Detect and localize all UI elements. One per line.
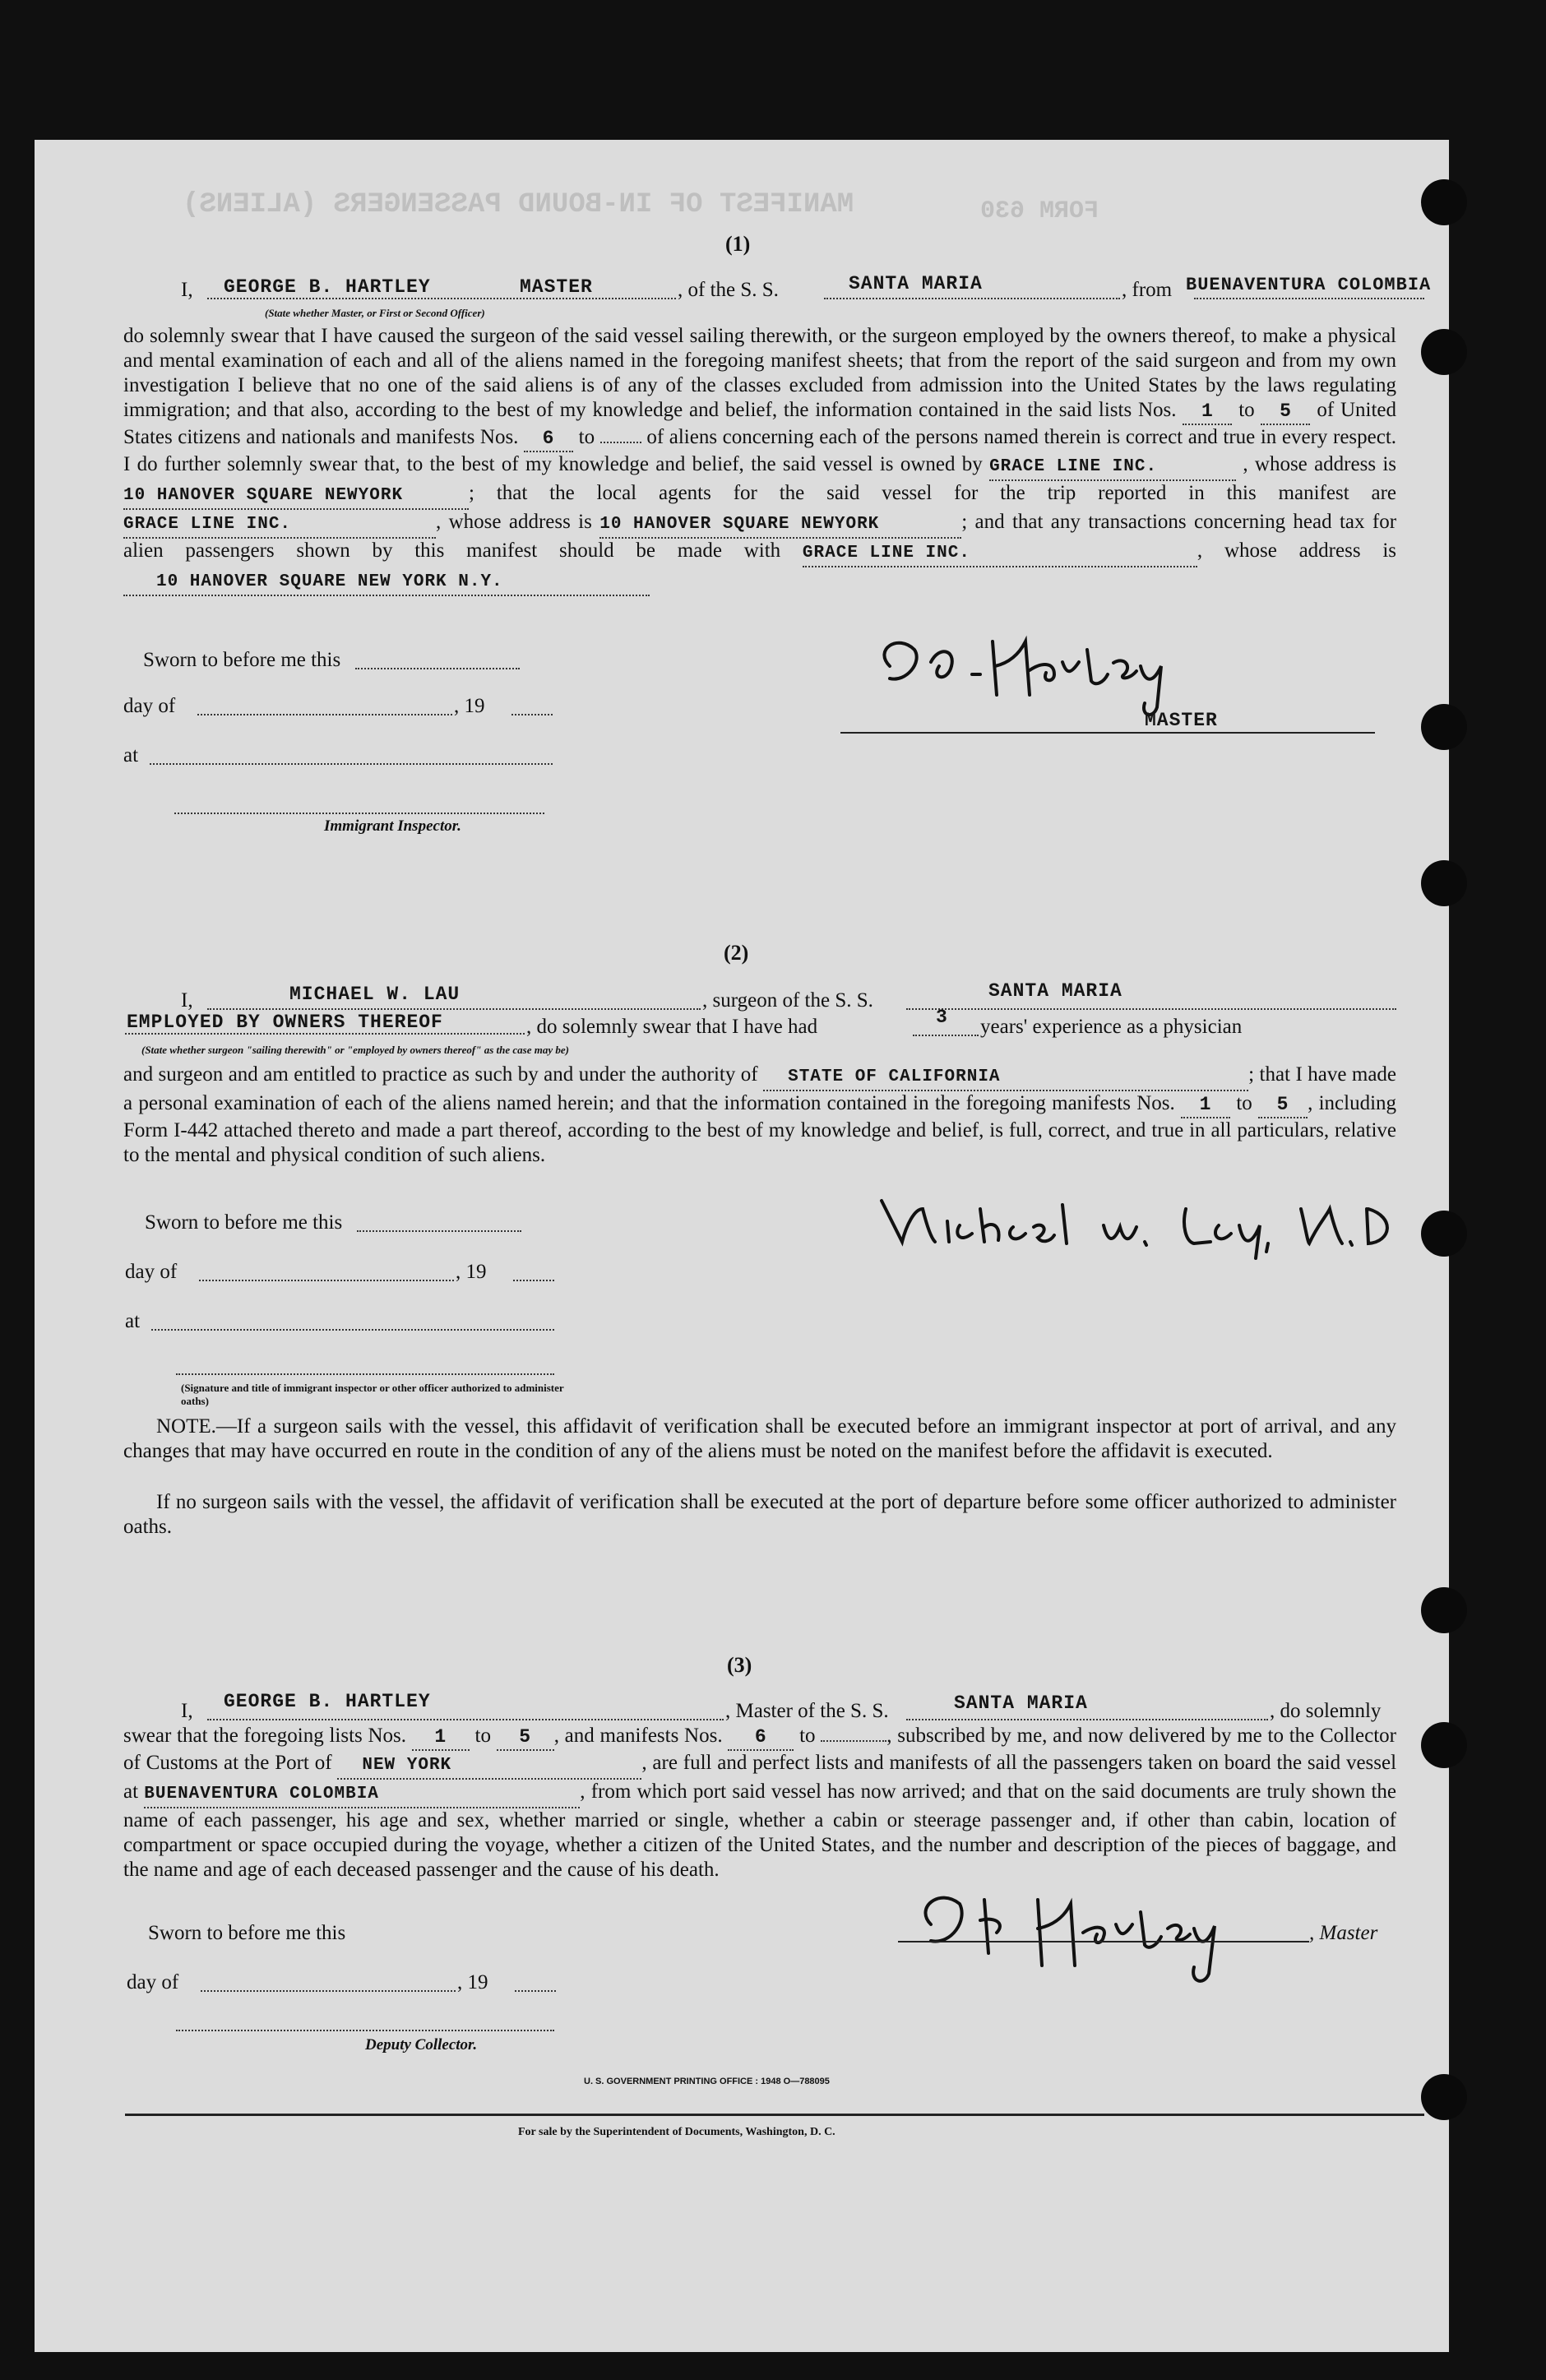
sworn-line-2 — [357, 1230, 521, 1232]
port-field: NEW YORK — [337, 1753, 641, 1780]
master-name-line-3 — [207, 1719, 724, 1720]
owner-address-field: 10 HANOVER SQUARE NEWYORK — [123, 484, 469, 510]
year-line-2 — [513, 1280, 554, 1281]
sale-notice: For sale by the Superintendent of Documents, Washington, D. C. — [518, 2126, 835, 2138]
section-2-para-c: , including Form I-442 attached thereto and made a part thereof, according to the best of my knowledge and belief, is full, correct, and true in all particulars, relative to the mental and physical condition of such aliens. — [123, 1092, 1397, 1166]
from-port-field: BUENAVENTURA COLOMBIA — [1186, 275, 1432, 295]
sworn-label-1: Sworn to before me this — [143, 649, 341, 671]
sworn-label-3: Sworn to before me this — [148, 1922, 346, 1944]
bleed-through-text: FORM 630 — [980, 197, 1099, 225]
note-1: NOTE.—If a surgeon sails with the vessel, this affidavit of verification shall be executed before an immigrant inspector at port of arrival, and any changes that may have occurred en route in the condition of any of the aliens must be noted on the manifest before the affidavit is executed. — [123, 1415, 1396, 1462]
master-name-line — [207, 298, 676, 299]
master-signature-line-1 — [840, 732, 1375, 734]
manifests-to-field-2: 5 — [1258, 1092, 1308, 1118]
binder-hole — [1421, 1722, 1467, 1768]
departure-field: BUENAVENTURA COLOMBIA — [144, 1782, 580, 1808]
officer-caption: (Signature and title of immigrant inspector or other officer authorized to administer oaths) — [181, 1382, 564, 1407]
section-3-para-a: swear that the foregoing lists Nos. — [123, 1725, 407, 1747]
manifests-from-field-3: 6 — [728, 1725, 794, 1751]
section-1-body: do solemnly swear that I have caused the surgeon of the said vessel sailing therewith, or the surgeon employed by the owners thereof, to make a physical and mental examination of each and all of the aliens named in the foregoing manifest sheets; that from the report of the said surgeon and from my own investigation I believe that no one of the said aliens is of any of the classes excluded from admission into the United States by the laws regulating immigration; and that also, according to the best of my knowledge and belief, the information contained in the said lists Nos. 1 to 5 of United States citizens and nationals and manifests Nos. 6 to of aliens concerning each of the persons named therein is correct and true in every respect. I do further solemnly swear that, to the best of my knowledge and belief, the said vessel is owned by GRACE LINE INC. , whose address is 10 HANOVER SQUARE NEWYORK ; that the local agents for the said vessel for the trip reported in this manifest are GRACE LINE INC. , whose address is 10 HANOVER SQUARE NEWYORK ; and that any transactions concerning head tax for alien passengers shown by this manifest should be made with GRACE LINE INC. , whose address is 10 HANOVER SQUARE NEW YORK N.Y. — [123, 324, 1396, 596]
section-1-para-e: ; and that any transactions concerning head tax for alien passengers shown by this manifest should be made with — [123, 511, 1397, 562]
vessel-line-3 — [906, 1719, 1268, 1720]
at-line-2 — [151, 1329, 554, 1331]
vessel-line — [824, 298, 1120, 299]
manifest-affidavit-sheet — [35, 140, 1449, 2352]
to-label-2: to — [1236, 1092, 1252, 1114]
master-signature-1 — [857, 617, 1202, 715]
binder-hole — [1421, 1587, 1467, 1633]
to-label-3: to — [474, 1725, 491, 1747]
master-title-under-signature: MASTER — [1145, 710, 1218, 731]
whose-address-label-2: whose address is — [448, 511, 592, 533]
binder-hole — [1421, 179, 1467, 225]
years-field: 3 — [936, 1007, 948, 1028]
agents-field: GRACE LINE INC. — [123, 512, 436, 539]
subscribed-label: , subscribed by me, and now — [886, 1725, 1124, 1747]
are-full-label: , are full and perfect lists and — [641, 1752, 884, 1774]
do-solemnly-label: , do solemnly — [1270, 1700, 1382, 1722]
note-2: If no surgeon sails with the vessel, the affidavit of verification shall be executed at the port of departure before some officer authorized to administer oaths. — [123, 1491, 1396, 1538]
vessel-field: SANTA MARIA — [849, 273, 983, 294]
day-of-line-3 — [201, 1990, 456, 1992]
year-label-3: , 19 — [457, 1971, 488, 1993]
deputy-caption: Deputy Collector. — [365, 2036, 478, 2054]
agents-address-field: 10 HANOVER SQUARE NEWYORK — [599, 512, 961, 539]
manifests-to-line-3 — [821, 1740, 886, 1742]
from-port-line — [1194, 298, 1424, 299]
surgeon-signature — [857, 1176, 1416, 1266]
sworn-line-1 — [355, 668, 520, 669]
deputy-line — [176, 2030, 554, 2031]
vessel-field-3: SANTA MARIA — [954, 1692, 1088, 1714]
binder-hole — [1421, 1211, 1467, 1257]
to-label: to — [1238, 399, 1255, 421]
at-label-1: at — [123, 744, 139, 766]
manifests-from-field: 6 — [524, 426, 573, 452]
manifests-from-field-2: 1 — [1181, 1092, 1230, 1118]
master-signature-line-3 — [898, 1941, 1309, 1942]
bleed-through-text: MANIFEST OF IN-BOUND PASSENGERS (ALIENS) — [183, 189, 854, 220]
owner-field: GRACE LINE INC. — [989, 455, 1236, 481]
day-of-label-3: day of — [127, 1971, 179, 1993]
whose-address-label: , whose address is — [1243, 453, 1397, 475]
year-line-3 — [515, 1990, 556, 1992]
year-label-2: , 19 — [456, 1261, 487, 1283]
section-3-para-c: manifests of all the passengers taken on board the said vessel at — [123, 1752, 1397, 1803]
whose-address-label-3: , whose address is — [1197, 539, 1397, 562]
manifests-to-line — [600, 442, 641, 443]
section-2-body: and surgeon and am entitled to practice as such by and under the authority of STATE OF CALIFORNIA ; that I have made a personal examination of each of the aliens named herein; and that the information contained in the foregoing manifests Nos. 1 to 5 , including Form I-442 attached thereto and made a part thereof, according to the best of my knowledge and belief, is full, correct, and true in all particulars, relative to the mental and physical condition of such aliens. — [123, 1063, 1397, 1166]
to-label: to — [578, 426, 595, 448]
binder-hole — [1421, 704, 1467, 750]
year-line-1 — [511, 714, 553, 715]
to-label-3b: to — [799, 1725, 816, 1747]
section-1-number: (1) — [725, 232, 751, 256]
footer-rule — [125, 2114, 1424, 2116]
year-label-1: , 19 — [454, 695, 485, 717]
gpo-imprint: U. S. GOVERNMENT PRINTING OFFICE : 1948 O—788095 — [584, 2077, 830, 2086]
surgeon-name-field: MICHAEL W. LAU — [289, 984, 461, 1005]
vessel-field-2: SANTA MARIA — [988, 980, 1122, 1002]
master-signature-2 — [906, 1875, 1219, 1990]
inspector-line — [174, 813, 544, 814]
lists-from-field-3: 1 — [412, 1725, 470, 1751]
section-1-para-c: of aliens concerning each of the persons named therein is correct and true in every respect. I do further solemnly swear that, to the best of my knowledge and belief, the said vessel is owned by — [123, 426, 1397, 475]
binder-hole — [1421, 329, 1467, 375]
master-of-label: , Master of the S. S. — [725, 1700, 889, 1722]
vessel-line-2 — [906, 1008, 1396, 1010]
section-2-intro: I, — [181, 989, 193, 1012]
section-1-para-b: of United States citizens and nationals and manifests Nos. — [123, 399, 1397, 448]
authority-field: STATE OF CALIFORNIA — [763, 1065, 1248, 1091]
at-label-2: at — [125, 1310, 141, 1332]
years-line — [913, 1035, 979, 1036]
lists-to-field: 5 — [1261, 399, 1310, 425]
binder-hole — [1421, 860, 1467, 906]
section-3-para-b: delivered by me to the Collector of Customs at the Port of — [123, 1725, 1396, 1774]
inspector-caption: Immigrant Inspector. — [324, 817, 461, 835]
officer-signature-line — [176, 1373, 554, 1375]
experience-label: years' experience as a physician — [980, 1016, 1243, 1038]
head-tax-address-field: 10 HANOVER SQUARE NEW YORK N.Y. — [123, 570, 650, 596]
section-2-para-b: that I have made a personal examination of each of the aliens named herein; and that the information contained in the foregoing manifests Nos. — [123, 1063, 1397, 1114]
state-note: (State whether Master, or First or Second Officer) — [265, 307, 485, 319]
section-1-intro: I, — [181, 279, 193, 301]
employment-field: EMPLOYED BY OWNERS THEREOF — [127, 1012, 443, 1033]
section-3-number: (3) — [727, 1653, 752, 1677]
day-of-label-1: day of — [123, 695, 176, 717]
master-name-field-3: GEORGE B. HARTLEY — [224, 1691, 431, 1712]
lists-from-field: 1 — [1183, 399, 1232, 425]
head-tax-with-field: GRACE LINE INC. — [803, 541, 1197, 567]
section-2-number: (2) — [724, 941, 749, 965]
section-3-para-d: port said vessel has now arrived; and that on the said documents are truly shown the name of each passenger, his age and sex, whether married or single, whether a cabin or steerage passenger and, if other than cabin, location of compartment or space occupied during the voyage, whether a citizen of the United States, and the number and description of the pieces of baggage, and the name and age of each deceased passenger and the cause of his death. — [123, 1780, 1397, 1881]
at-line-1 — [150, 763, 553, 765]
section-3-intro: I, — [181, 1700, 193, 1722]
from-label: , from — [1122, 279, 1173, 301]
section-2-para-a: and surgeon and am entitled to practice as such by and under the authority of — [123, 1063, 758, 1086]
sworn-label-2: Sworn to before me this — [145, 1211, 343, 1234]
section-3-body — [123, 1724, 1396, 1882]
binder-hole — [1421, 2074, 1467, 2120]
section-1-para-d: that the local agents for the said vessel for the trip reported in this manifest are — [496, 482, 1397, 504]
master-name-field: GEORGE B. HARTLEY — [224, 276, 431, 298]
master-word: , Master — [1309, 1922, 1378, 1944]
surgeon-of-label: , surgeon of the S. S. — [702, 989, 873, 1012]
swear-label: , do solemnly swear that I have had — [526, 1016, 818, 1038]
master-title-field: MASTER — [520, 276, 593, 298]
section-1-para-a: do solemnly swear that I have caused the surgeon of the said vessel sailing therewith, or the surgeon employed by the owners thereof, to make a physical and mental examination of each and all of the aliens named in the foregoing manifest sheets; that from the report of the said surgeon and from my own investigation I believe that no one of the said aliens is of any of the classes excluded from admission into the United States by the laws regulating immigration; and that also, according to the best of my knowledge and belief, the information contained in the said lists Nos. — [123, 325, 1396, 421]
day-of-label-2: day of — [125, 1261, 178, 1283]
of-ss-label: , of the S. S. — [678, 279, 779, 301]
state-note-2: (State whether surgeon "sailing therewith" or "employed by owners thereof" as the case may be) — [141, 1044, 569, 1056]
and-manifests-label: , and manifests Nos. — [553, 1725, 723, 1747]
from-which-label: , from which — [580, 1780, 687, 1803]
day-of-line-2 — [199, 1280, 454, 1281]
lists-to-field-3: 5 — [497, 1725, 554, 1751]
day-of-line-1 — [197, 714, 452, 715]
surgeon-name-line — [207, 1008, 701, 1010]
employment-line — [125, 1033, 525, 1035]
